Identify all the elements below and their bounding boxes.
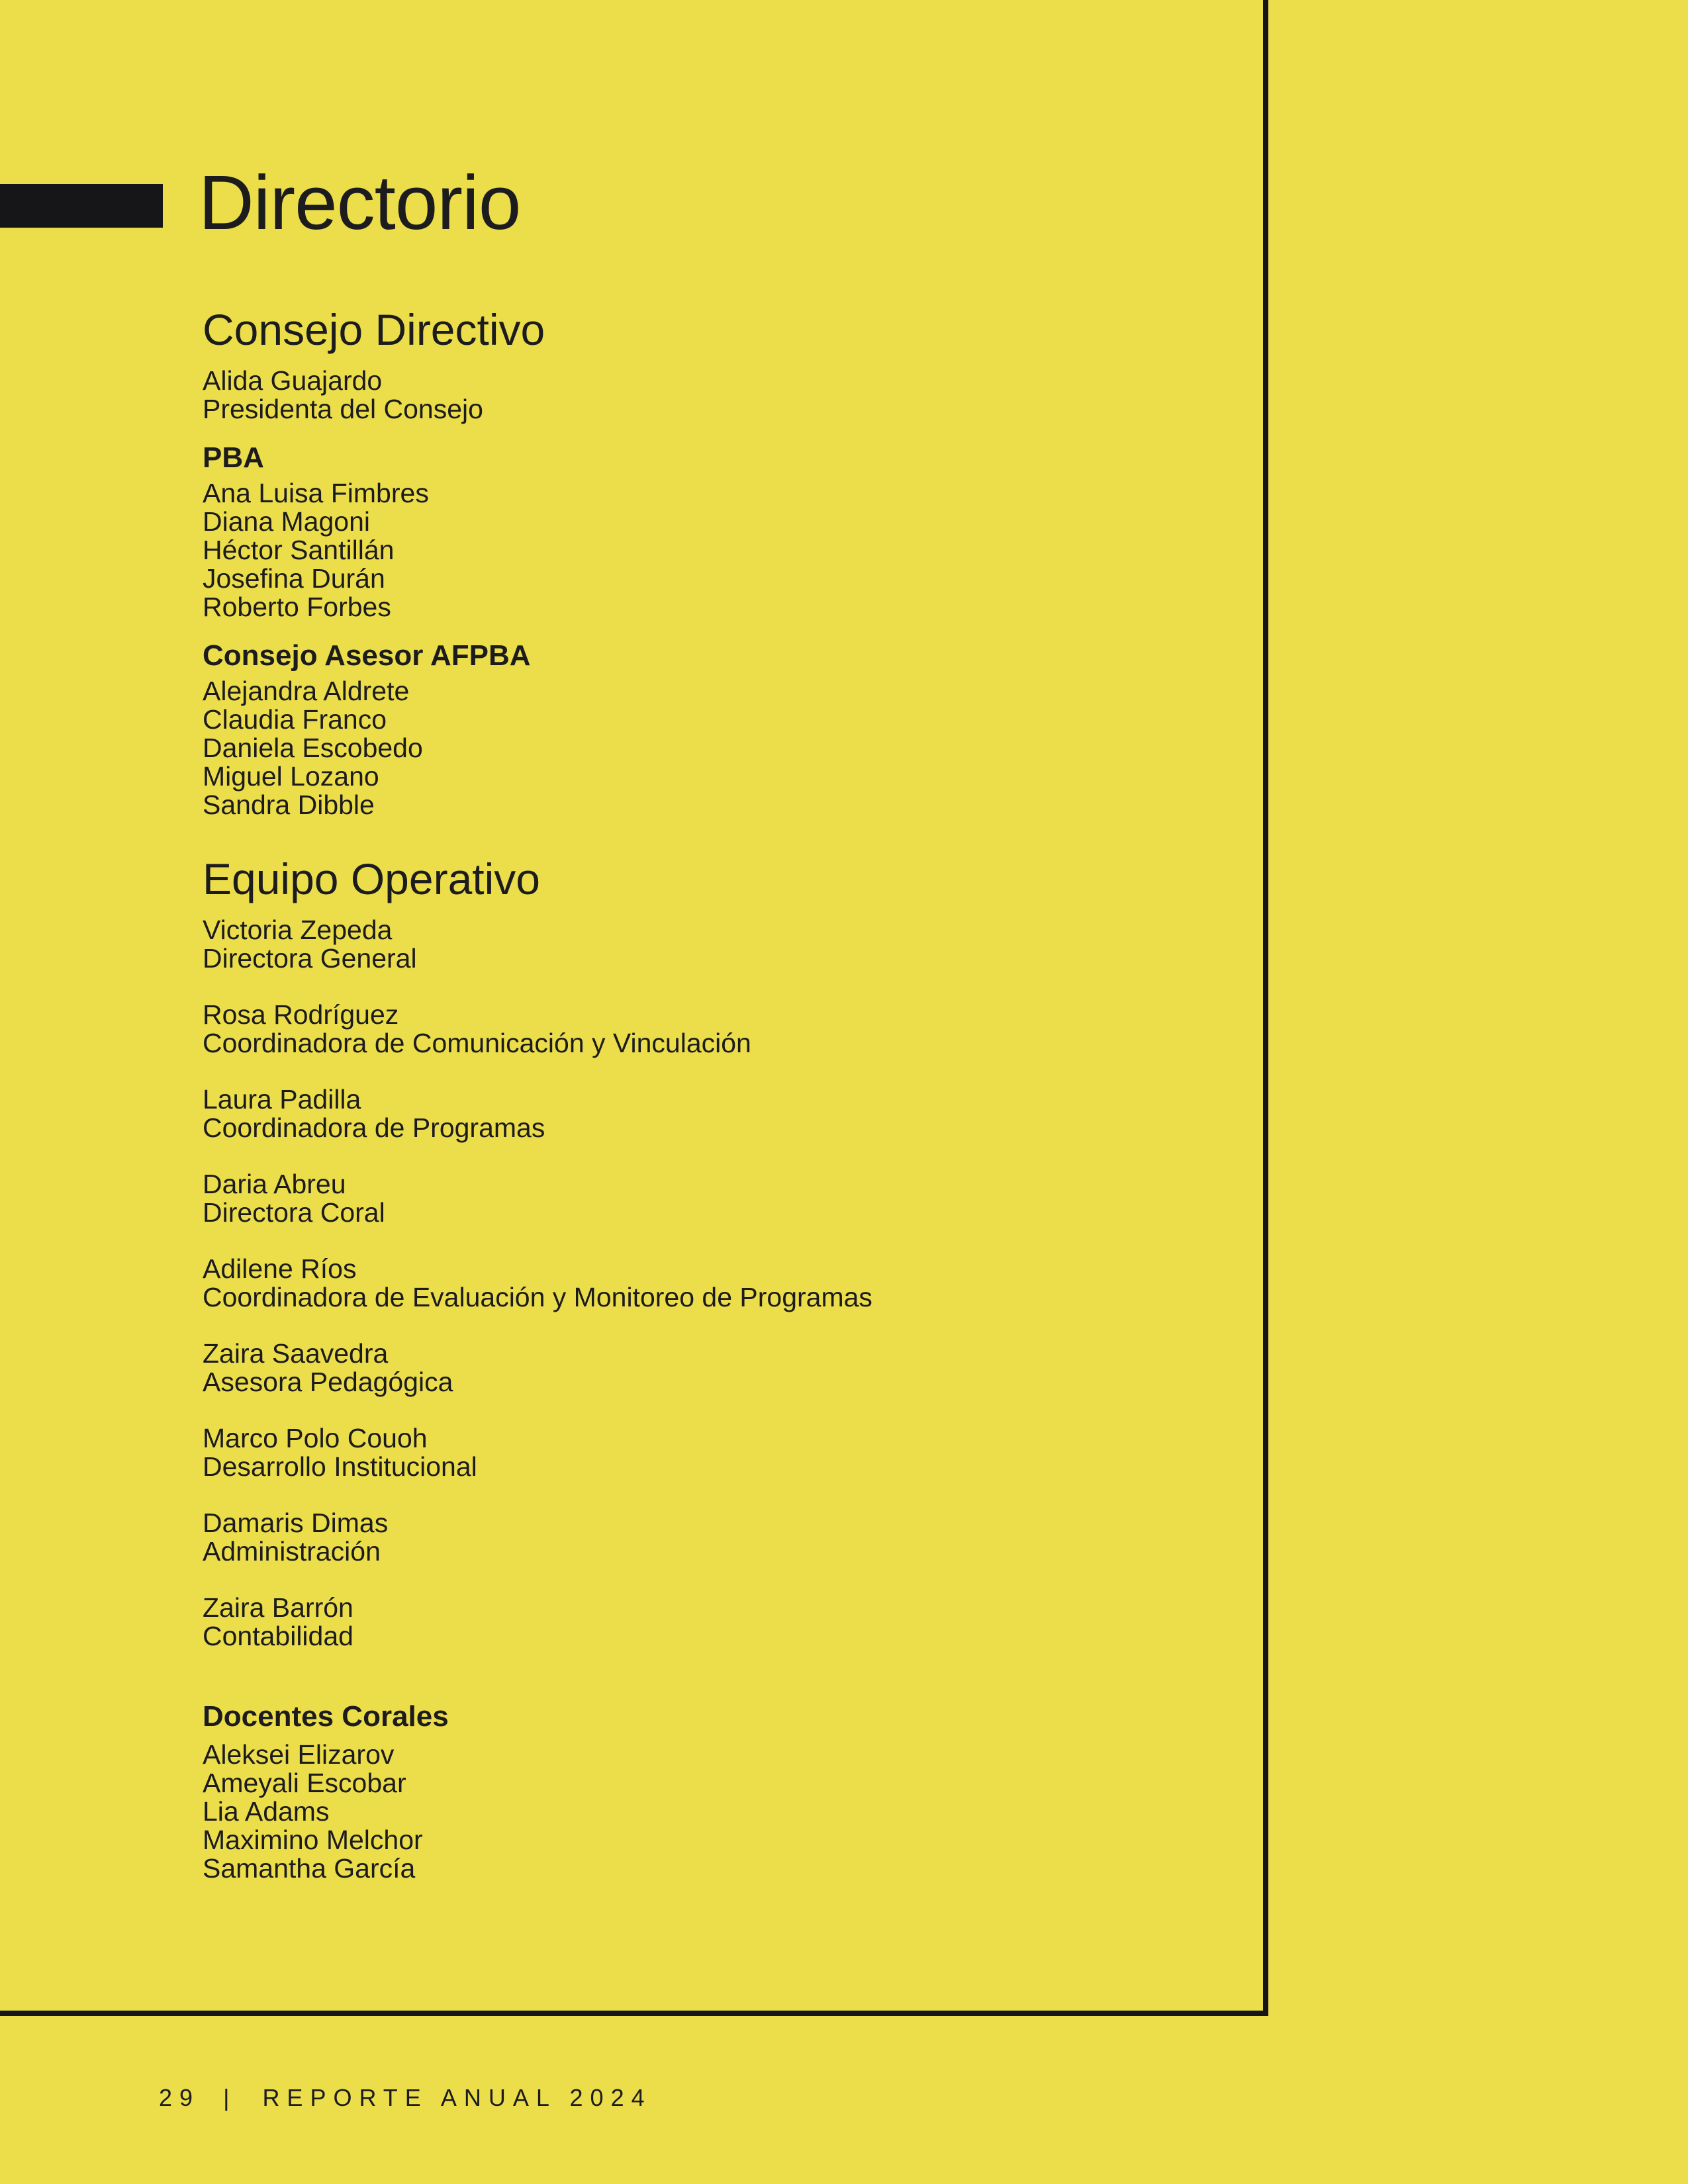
member-name: Rosa Rodríguez xyxy=(203,999,399,1030)
member-role: Coordinadora de Comunicación y Vinculación xyxy=(203,1028,751,1058)
staff-entry xyxy=(203,1255,1235,1312)
page-footer xyxy=(159,2085,652,2111)
title-accent-bar xyxy=(0,184,163,228)
page-title: Directorio xyxy=(199,159,521,246)
consejo-asesor-member-list xyxy=(203,677,1235,819)
footer-separator: | xyxy=(223,2084,237,2111)
staff-entry xyxy=(203,916,1235,973)
list-item: Ana Luisa Fimbres xyxy=(203,478,429,508)
member-name: Adilene Ríos xyxy=(203,1253,357,1284)
staff-entry xyxy=(203,1340,1235,1396)
member-role: Presidenta del Consejo xyxy=(203,394,483,424)
member-role: Desarrollo Institucional xyxy=(203,1451,477,1482)
docentes-corales-section xyxy=(203,1698,1235,1883)
member-role: Administración xyxy=(203,1536,381,1567)
pba-member-list xyxy=(203,479,1235,621)
member-name: Daria Abreu xyxy=(203,1169,346,1199)
list-item: Daniela Escobedo xyxy=(203,733,423,763)
member-name: Zaira Barrón xyxy=(203,1592,353,1623)
sub-heading-pba: PBA xyxy=(203,441,264,474)
list-item: Aleksei Elizarov xyxy=(203,1739,395,1770)
section-heading-equipo-operativo: Equipo Operativo xyxy=(203,854,540,903)
staff-entry xyxy=(203,1509,1235,1566)
consejo-directivo-section xyxy=(203,300,1235,819)
member-role: Contabilidad xyxy=(203,1621,353,1651)
list-item: Héctor Santillán xyxy=(203,535,395,565)
sub-heading-consejo-asesor: Consejo Asesor AFPBA xyxy=(203,639,531,672)
staff-entry xyxy=(203,1085,1235,1142)
member-role: Coordinadora de Evaluación y Monitoreo de Programas xyxy=(203,1282,872,1312)
member-name: Marco Polo Couoh xyxy=(203,1423,428,1453)
list-item: Alejandra Aldrete xyxy=(203,676,410,706)
page-number: 29 xyxy=(159,2084,201,2111)
member-name: Laura Padilla xyxy=(203,1084,361,1115)
member-role: Asesora Pedagógica xyxy=(203,1367,453,1397)
member-role: Coordinadora de Programas xyxy=(203,1113,545,1143)
member-name: Zaira Saavedra xyxy=(203,1338,389,1369)
list-item: Lia Adams xyxy=(203,1796,330,1827)
president-entry xyxy=(203,367,1235,424)
list-item: Roberto Forbes xyxy=(203,592,391,622)
frame-right-border xyxy=(1263,0,1268,2016)
equipo-operativo-section xyxy=(203,850,1235,1651)
member-name: Alida Guajardo xyxy=(203,365,383,396)
staff-entry xyxy=(203,1170,1235,1227)
list-item: Diana Magoni xyxy=(203,506,370,537)
list-item: Samantha García xyxy=(203,1853,416,1884)
staff-entry xyxy=(203,1001,1235,1058)
frame-bottom-border xyxy=(0,2011,1268,2016)
list-item: Miguel Lozano xyxy=(203,761,379,792)
member-role: Directora Coral xyxy=(203,1197,385,1228)
sub-heading-docentes-corales: Docentes Corales xyxy=(203,1700,449,1733)
list-item: Claudia Franco xyxy=(203,704,387,735)
list-item: Josefina Durán xyxy=(203,563,385,594)
section-heading-consejo-directivo: Consejo Directivo xyxy=(203,305,545,354)
directory-content xyxy=(203,300,1235,1883)
staff-entry xyxy=(203,1424,1235,1481)
list-item: Maximino Melchor xyxy=(203,1825,423,1855)
member-name: Damaris Dimas xyxy=(203,1508,389,1538)
member-role: Directora General xyxy=(203,943,417,974)
report-title: REPORTE ANUAL 2024 xyxy=(262,2084,652,2111)
docentes-corales-member-list xyxy=(203,1741,1235,1883)
list-item: Sandra Dibble xyxy=(203,790,375,820)
list-item: Ameyali Escobar xyxy=(203,1768,406,1798)
member-name: Victoria Zepeda xyxy=(203,915,393,945)
staff-entry xyxy=(203,1594,1235,1651)
